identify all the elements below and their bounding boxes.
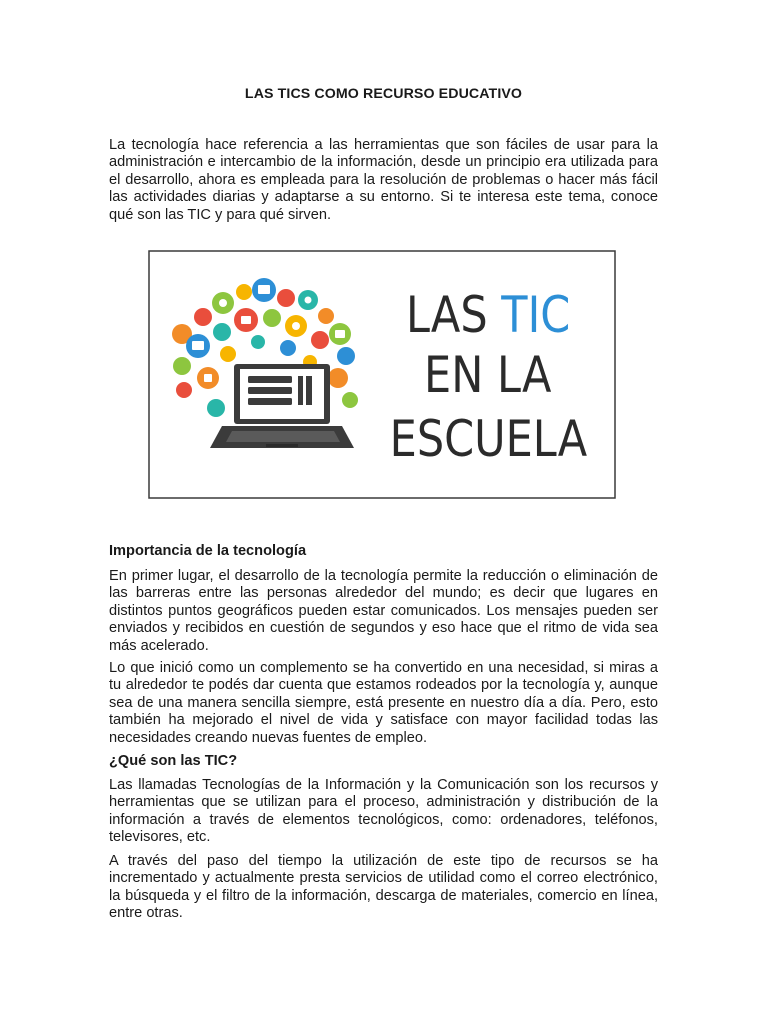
user-icon — [305, 297, 312, 304]
figure-text-line3: ESCUELA — [389, 409, 588, 468]
gear-icon — [292, 322, 300, 330]
bubble-icon — [173, 357, 191, 375]
bubble-icon — [263, 309, 281, 327]
paragraph-importancia-2: Lo que inició como un complemento se ha convertido en una necesidad, si miras a tu alrededor te podés dar cuenta que estamos rodeados por la tecnología y, aunque sea de una manera sencilla siempre, está presente en nuestro día a día. Pero, esto también ha mejorado el nivel de vida y satisface con mayor facilidad todas las necesidades creando nuevas fuentes de empleo. — [109, 660, 658, 746]
paragraph-que-son-2: A través del paso del tiempo la utilización de este tipo de recursos se ha incrementado y actualmente presta servicios de utilidad como el correo electrónico, la búsqueda y el filtro de la información, descarga de materiales, comercio en línea, entre otras. — [109, 853, 658, 922]
bubble-icon — [236, 284, 252, 300]
bubble-icon — [318, 308, 334, 324]
bubble-icon — [213, 323, 231, 341]
bubble-icon — [280, 340, 296, 356]
paragraph-importancia-1: En primer lugar, el desarrollo de la tecnología permite la reducción o eliminación de las barreras entre las personas alrededor del mundo; es decir que lugares en distintos puntos geográficos pueden estar comunicados. Los mensajes pueden ser enviados y recibidos en cuestión de segundos y eso hace que el ritmo de vida sea más acelerado. — [109, 568, 658, 654]
bubble-icon — [328, 368, 348, 388]
bubble-icon — [194, 308, 212, 326]
figure-text-line1: LAS TIC — [406, 285, 571, 344]
tic-illustration — [148, 250, 616, 499]
phone-icon — [204, 374, 212, 382]
bubble-icon — [176, 382, 192, 398]
clock-icon — [219, 299, 227, 307]
bubble-icon — [277, 289, 295, 307]
monitor-icon — [258, 285, 270, 294]
paragraph-que-son-1: Las llamadas Tecnologías de la Información y la Comunicación son los recursos y herramientas que se utilizan para el proceso, administración y distribución de la información a través de elementos tecnológicos, como: ordenadores, teléfonos, televisores, etc. — [109, 777, 658, 846]
bubble-icon — [342, 392, 358, 408]
bubble-icon — [337, 347, 355, 365]
intro-paragraph: La tecnología hace referencia a las herramientas que son fáciles de usar para la administración e intercambio de la información, desde un principio era utilizada para el desarrollo, ahora es empleada para la resolución de problemas o hacer más fácil las actividades diarias y adaptarse a su entorno. Si te interesa este tema, conoce qué son las TIC y para qué sirven. — [109, 137, 658, 223]
mail-icon — [241, 316, 251, 324]
document-title: LAS TICS COMO RECURSO EDUCATIVO — [244, 86, 523, 102]
bubble-icon — [311, 331, 329, 349]
section-heading-importancia: Importancia de la tecnología — [109, 543, 307, 559]
section-heading-que-son: ¿Qué son las TIC? — [109, 753, 238, 769]
bubble-icon — [251, 335, 265, 349]
screen-icon — [192, 341, 204, 350]
bubble-icon — [207, 399, 225, 417]
chart-icon — [335, 330, 345, 338]
bubble-icon — [220, 346, 236, 362]
figure-text-line2: EN LA — [424, 345, 552, 404]
